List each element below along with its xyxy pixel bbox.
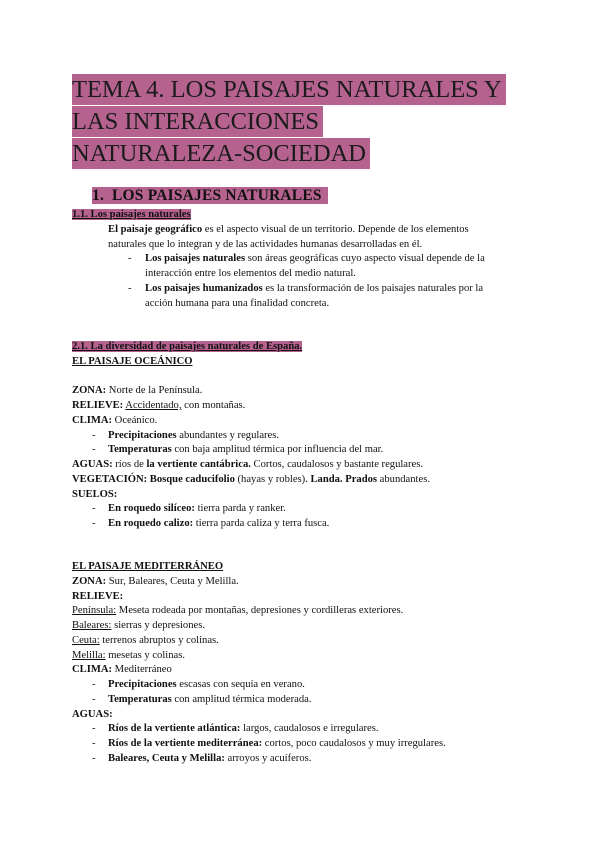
bullet-dash: - [92, 444, 96, 455]
oceanic-relieve: RELIEVE: Accidentado, con montañas. [72, 400, 246, 411]
oceanic-clima: CLIMA: Oceánico. [72, 415, 158, 426]
bullet-dash: - [92, 679, 96, 690]
bullet-dash: - [92, 694, 96, 705]
bullet-natural-line-1: Los paisajes naturales son áreas geográficas cuyo aspecto visual depende de la [145, 253, 485, 264]
relieve-baleares: Baleares: sierras y depresiones. [72, 620, 205, 631]
oceanic-temperaturas: Temperaturas con baja amplitud térmica por influencia del mar. [108, 444, 384, 455]
title-line-1: TEMA 4. LOS PAISAJES NATURALES Y [72, 74, 506, 105]
aguas-mediterranea: Ríos de la vertiente mediterránea: cortos, poco caudalosos y muy irregulares. [108, 738, 446, 749]
bullet-dash: - [92, 753, 96, 764]
bullet-dash: - [92, 723, 96, 734]
mediterranean-heading: EL PAISAJE MEDITERRÁNEO [72, 561, 224, 572]
mediterranean-relieve: RELIEVE: [72, 591, 124, 602]
relieve-melilla: Melilla: mesetas y colinas. [72, 650, 185, 661]
mediterranean-temperaturas: Temperaturas con amplitud térmica moderada. [108, 694, 312, 705]
bullet-dash: - [92, 503, 96, 514]
subheading-2-1: 2.1. La diversidad de paisajes naturales de España. [72, 341, 303, 352]
aguas-baleares-ceuta-melilla: Baleares, Ceuta y Melilla: arroyos y acuíferos. [108, 753, 312, 764]
oceanic-vegetacion: VEGETACIÓN: Bosque caducifolio (hayas y robles). Landa. Prados abundantes. [72, 474, 430, 485]
definition-line-2: naturales que lo integran y de las actividades humanas desarrolladas en él. [108, 239, 423, 250]
section-heading: 1. LOS PAISAJES NATURALES [92, 186, 328, 206]
relieve-peninsula: Península: Meseta rodeada por montañas, depresiones y cordilleras exteriores. [72, 605, 404, 616]
subheading-1-1: 1.1. Los paisajes naturales [72, 209, 191, 220]
mediterranean-precipitaciones: Precipitaciones escasas con sequía en verano. [108, 679, 305, 690]
mediterranean-aguas: AGUAS: [72, 709, 113, 720]
oceanic-suelo-calizo: En roquedo calizo: tierra parda caliza y terra fusca. [108, 518, 330, 529]
bullet-dash: - [128, 253, 132, 264]
title-line-2: LAS INTERACCIONES [72, 106, 323, 137]
oceanic-heading: EL PAISAJE OCEÁNICO [72, 356, 193, 367]
bullet-dash: - [92, 518, 96, 529]
bullet-dash: - [92, 430, 96, 441]
bullet-humanized-line-1: Los paisajes humanizados es la transformación de los paisajes naturales por la [145, 283, 484, 294]
bullet-humanized-line-2: acción humana para una finalidad concreta. [145, 298, 330, 309]
bullet-natural-line-2: interacción entre los elementos del medio natural. [145, 268, 356, 279]
definition-line-1: El paisaje geográfico es el aspecto visual de un territorio. Depende de los elementos [108, 224, 469, 235]
bullet-dash: - [92, 738, 96, 749]
title-line-3: NATURALEZA-SOCIEDAD [72, 138, 370, 169]
oceanic-suelos: SUELOS: [72, 489, 118, 500]
bullet-dash: - [128, 283, 132, 294]
oceanic-precipitaciones: Precipitaciones abundantes y regulares. [108, 430, 280, 441]
oceanic-aguas: AGUAS: ríos de la vertiente cantábrica. Cortos, caudalosos y bastante regulares. [72, 459, 424, 470]
mediterranean-clima: CLIMA: Mediterráneo [72, 664, 172, 675]
aguas-atlantica: Ríos de la vertiente atlántica: largos, caudalosos e irregulares. [108, 723, 379, 734]
oceanic-zona: ZONA: Norte de la Península. [72, 385, 203, 396]
oceanic-suelo-siliceo: En roquedo silíceo: tierra parda y ranker. [108, 503, 286, 514]
relieve-ceuta: Ceuta: terrenos abruptos y colinas. [72, 635, 219, 646]
mediterranean-zona: ZONA: Sur, Baleares, Ceuta y Melilla. [72, 576, 239, 587]
